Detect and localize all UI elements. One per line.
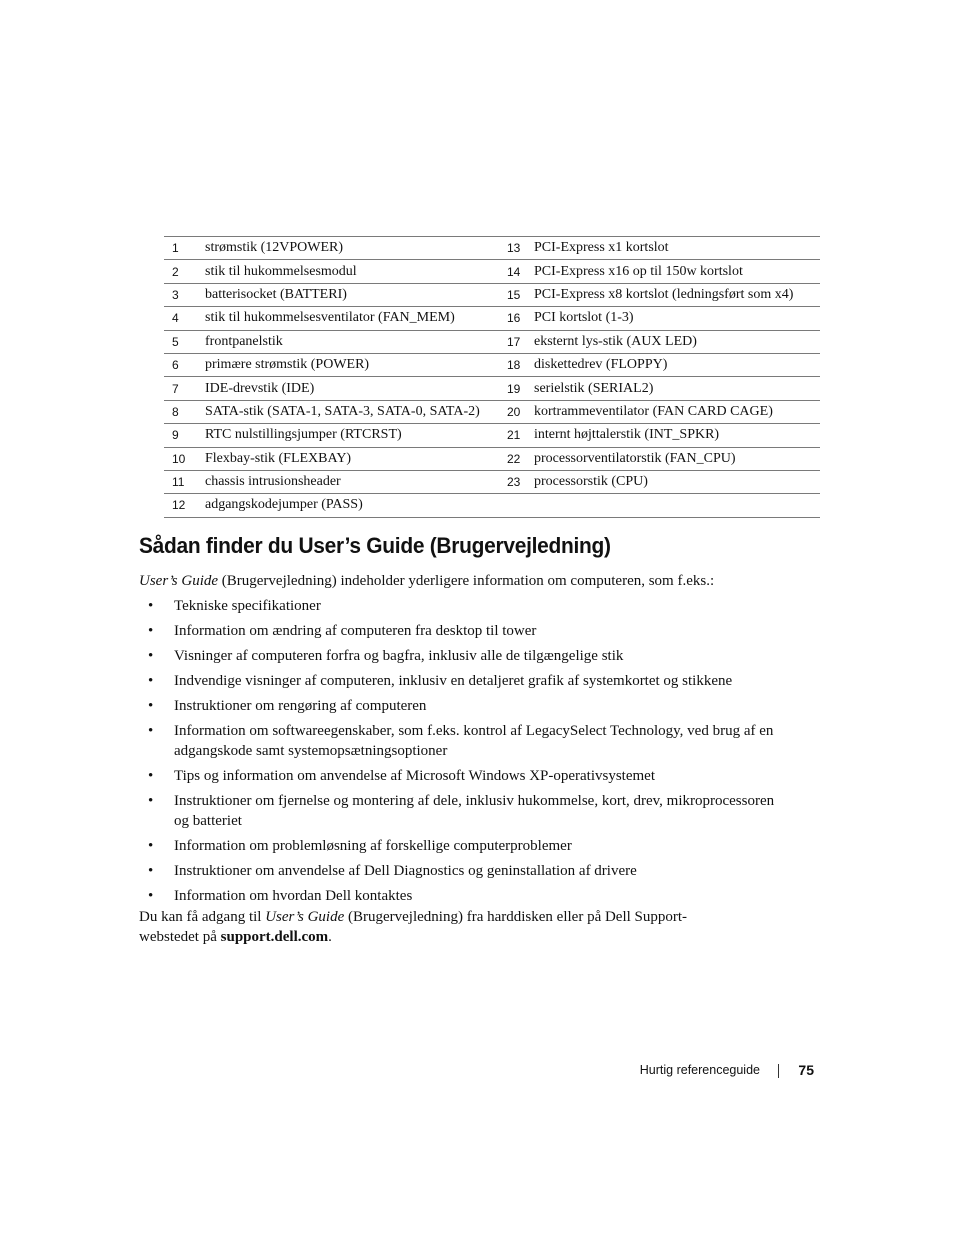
callout-number: 17 bbox=[499, 330, 534, 353]
callout-label: primære strømstik (POWER) bbox=[205, 353, 499, 376]
bullet-icon: • bbox=[148, 623, 154, 640]
callout-label: stik til hukommelsesmodul bbox=[205, 260, 499, 283]
footer-guide-label: Hurtig referenceguide bbox=[639, 1063, 760, 1077]
callout-label: RTC nulstillingsjumper (RTCRST) bbox=[205, 424, 499, 447]
callout-label: eksternt lys-stik (AUX LED) bbox=[534, 330, 820, 353]
closing-text-2: (Brugervejledning) fra harddisken eller på Dell Support-webstedet på bbox=[139, 909, 688, 945]
closing-period: . bbox=[328, 928, 332, 945]
bullet-icon: • bbox=[148, 887, 154, 904]
list-item bbox=[139, 647, 779, 667]
guide-title-italic: User’s Guide bbox=[139, 573, 219, 589]
list-item-text: Instruktioner om fjernelse og montering af dele, inklusiv hukommelse, kort, drev, mikroprocessoren og batteriet bbox=[174, 793, 775, 829]
callout-label: processorstik (CPU) bbox=[534, 470, 820, 493]
list-item-text: Information om hvordan Dell kontaktes bbox=[174, 887, 413, 904]
bullet-icon: • bbox=[148, 837, 154, 854]
list-item bbox=[139, 862, 779, 882]
list-item bbox=[139, 887, 779, 907]
list-item bbox=[139, 722, 779, 761]
callout-number: 14 bbox=[499, 260, 534, 283]
callout-number: 11 bbox=[164, 470, 205, 493]
callout-number: 19 bbox=[499, 377, 534, 400]
callout-number: 20 bbox=[499, 400, 534, 423]
callout-label: diskettedrev (FLOPPY) bbox=[534, 353, 820, 376]
callout-number: 16 bbox=[499, 307, 534, 330]
list-item-text: Information om problemløsning af forskellige computerproblemer bbox=[174, 837, 572, 854]
list-item-text: Information om ændring af computeren fra desktop til tower bbox=[174, 623, 537, 640]
bullet-icon: • bbox=[148, 723, 154, 740]
list-item-text: Instruktioner om rengøring af computeren bbox=[174, 698, 427, 715]
callout-label: strømstik (12VPOWER) bbox=[205, 237, 499, 260]
page-number: 75 bbox=[798, 1062, 814, 1078]
bullet-icon: • bbox=[148, 673, 154, 690]
list-item bbox=[139, 622, 779, 642]
callout-label: serielstik (SERIAL2) bbox=[534, 377, 820, 400]
bullet-icon: • bbox=[148, 862, 154, 879]
callout-label: SATA-stik (SATA-1, SATA-3, SATA-0, SATA-2) bbox=[205, 400, 499, 423]
list-item bbox=[139, 792, 779, 831]
table-row bbox=[164, 307, 820, 330]
callout-label: adgangskodejumper (PASS) bbox=[205, 494, 499, 517]
table-row bbox=[164, 283, 820, 306]
list-item bbox=[139, 672, 779, 692]
footer-separator bbox=[778, 1064, 779, 1078]
callout-label: batterisocket (BATTERI) bbox=[205, 283, 499, 306]
callout-number: 9 bbox=[164, 424, 205, 447]
list-item bbox=[139, 837, 779, 857]
callout-label bbox=[534, 494, 820, 517]
table-row bbox=[164, 237, 820, 260]
callout-number: 21 bbox=[499, 424, 534, 447]
table-row bbox=[164, 400, 820, 423]
closing-text-1: Du kan få adgang til bbox=[139, 909, 266, 925]
callout-number: 10 bbox=[164, 447, 205, 470]
table-row bbox=[164, 353, 820, 376]
list-item-text: Instruktioner om anvendelse af Dell Diagnostics og geninstallation af drivere bbox=[174, 862, 637, 879]
callout-number: 23 bbox=[499, 470, 534, 493]
bullet-icon: • bbox=[148, 768, 154, 785]
closing-paragraph bbox=[139, 908, 739, 947]
table-row bbox=[164, 424, 820, 447]
callout-label: kortrammeventilator (FAN CARD CAGE) bbox=[534, 400, 820, 423]
callout-number: 13 bbox=[499, 237, 534, 260]
table-row bbox=[164, 330, 820, 353]
list-item-text: Tips og information om anvendelse af Microsoft Windows XP-operativsystemet bbox=[174, 768, 656, 785]
bullet-icon: • bbox=[148, 648, 154, 665]
page-footer bbox=[600, 1061, 814, 1081]
intro-text: (Brugervejledning) indeholder yderligere information om computeren, som f.eks.: bbox=[218, 573, 715, 589]
table-row bbox=[164, 377, 820, 400]
bullet-icon: • bbox=[148, 598, 154, 614]
callout-number: 2 bbox=[164, 260, 205, 283]
bullet-icon: • bbox=[148, 793, 154, 810]
callout-label: stik til hukommelsesventilator (FAN_MEM) bbox=[205, 307, 499, 330]
callout-label: PCI kortslot (1-3) bbox=[534, 307, 820, 330]
callout-number: 3 bbox=[164, 283, 205, 306]
callout-number: 15 bbox=[499, 283, 534, 306]
table-row bbox=[164, 470, 820, 493]
legend-table-body bbox=[164, 237, 820, 518]
list-item bbox=[139, 767, 779, 787]
list-item bbox=[139, 697, 779, 717]
feature-bullet-list bbox=[139, 597, 779, 912]
callout-number: 6 bbox=[164, 353, 205, 376]
callout-number: 22 bbox=[499, 447, 534, 470]
callout-label: internt højttalerstik (INT_SPKR) bbox=[534, 424, 820, 447]
callout-label: Flexbay-stik (FLEXBAY) bbox=[205, 447, 499, 470]
intro-paragraph bbox=[139, 572, 714, 592]
list-item-text: Tekniske specifikationer bbox=[174, 598, 321, 614]
callout-number: 5 bbox=[164, 330, 205, 353]
callout-number: 1 bbox=[164, 237, 205, 260]
list-item-text: Information om softwareegenskaber, som f.eks. kontrol af LegacySelect Technology, ved brug af en adgangskode samt systemopsætningsoptioner bbox=[174, 723, 774, 759]
callout-label: frontpanelstik bbox=[205, 330, 499, 353]
support-link[interactable]: support.dell.com bbox=[220, 928, 329, 945]
callout-label: PCI-Express x1 kortslot bbox=[534, 237, 820, 260]
callout-number: 8 bbox=[164, 400, 205, 423]
callout-label: processorventilatorstik (FAN_CPU) bbox=[534, 447, 820, 470]
table-row bbox=[164, 260, 820, 283]
section-heading: Sådan finder du User’s Guide (Brugervejledning) bbox=[139, 533, 611, 558]
callout-number: 7 bbox=[164, 377, 205, 400]
table-row bbox=[164, 494, 820, 517]
callout-label: chassis intrusionsheader bbox=[205, 470, 499, 493]
callout-number bbox=[499, 494, 534, 517]
callout-label: PCI-Express x16 op til 150w kortslot bbox=[534, 260, 820, 283]
callout-number: 12 bbox=[164, 494, 205, 517]
list-item bbox=[139, 597, 779, 617]
callout-label: IDE-drevstik (IDE) bbox=[205, 377, 499, 400]
table-row bbox=[164, 447, 820, 470]
bullet-icon: • bbox=[148, 698, 154, 715]
callout-number: 18 bbox=[499, 353, 534, 376]
guide-title-italic: User’s Guide bbox=[265, 909, 345, 925]
connector-legend-table bbox=[164, 236, 820, 518]
list-item-text: Indvendige visninger af computeren, inklusiv en detaljeret grafik af systemkortet og stikkene bbox=[174, 673, 733, 690]
callout-label: PCI-Express x8 kortslot (ledningsført som x4) bbox=[534, 283, 820, 306]
callout-number: 4 bbox=[164, 307, 205, 330]
list-item-text: Visninger af computeren forfra og bagfra, inklusiv alle de tilgængelige stik bbox=[174, 648, 624, 665]
